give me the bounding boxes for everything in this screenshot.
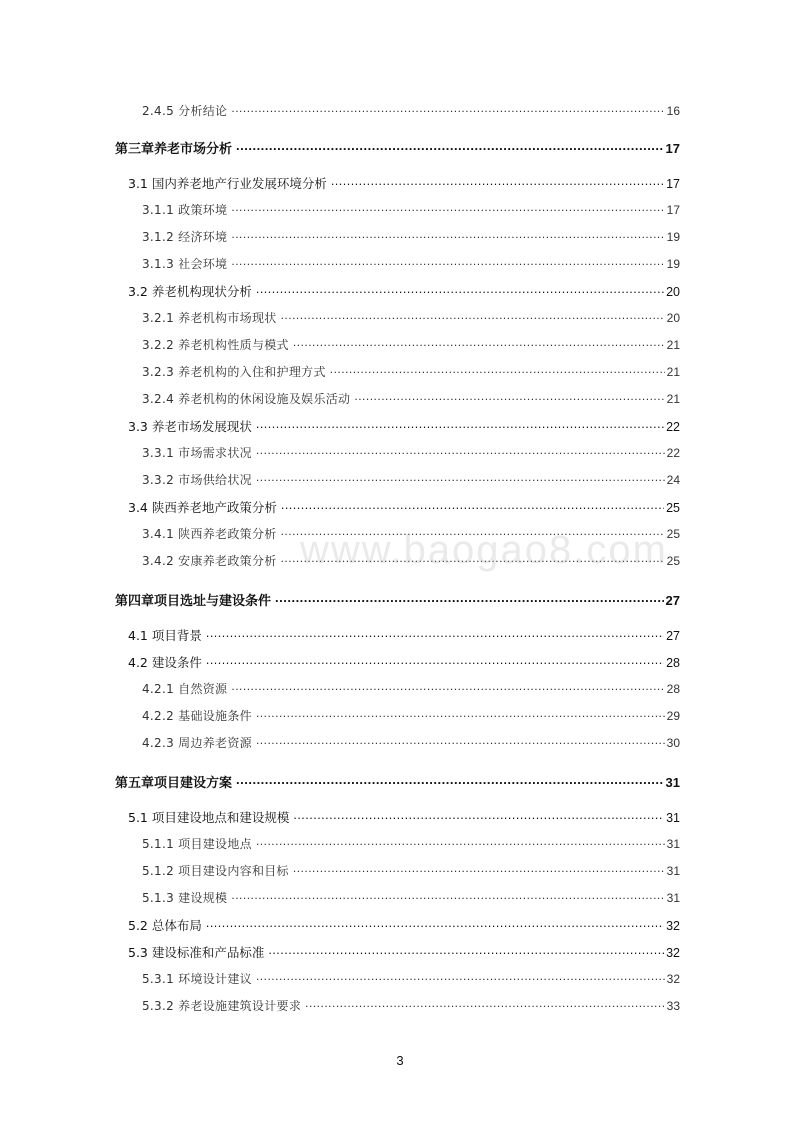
dot-leader: [256, 284, 664, 297]
toc-page-number: 19: [666, 257, 680, 271]
dot-leader: [256, 971, 665, 983]
toc-page-number: 27: [665, 593, 680, 608]
dot-leader: [293, 810, 664, 823]
dot-leader: [281, 500, 664, 513]
toc-page-number: 17: [666, 203, 680, 217]
toc-page-number: 25: [666, 501, 680, 515]
page-number: 3: [396, 1053, 404, 1068]
toc-label: 3.1.2 经济环境: [142, 230, 228, 244]
toc-page-number: 31: [666, 891, 680, 905]
toc-label: 第三章养老市场分析: [115, 142, 233, 157]
toc-label: 4.2 建设条件: [128, 655, 202, 670]
dot-leader: [330, 364, 665, 376]
toc-label: 3.2.2 养老机构性质与模式: [142, 338, 289, 352]
toc-entry-3-2-1[interactable]: [142, 309, 680, 326]
toc-label: 2.4.5 分析结论: [142, 104, 228, 118]
toc-section-3-4[interactable]: [128, 498, 680, 516]
toc-page-number: 28: [666, 656, 680, 670]
toc-entry-4-2-2[interactable]: [142, 707, 680, 724]
toc-entry-5-1-3[interactable]: [142, 889, 680, 906]
toc-page-number: 25: [666, 554, 680, 568]
toc-page-number: 28: [666, 682, 680, 696]
dot-leader: [268, 945, 664, 958]
dot-leader: [236, 774, 664, 787]
toc-page-number: 20: [666, 285, 680, 299]
dot-leader: [354, 391, 664, 403]
toc-label: 3.1.1 政策环境: [142, 203, 228, 217]
toc-label: 3.2.3 养老机构的入住和护理方式: [142, 365, 326, 379]
toc-entry-3-2-3[interactable]: [142, 363, 680, 380]
dot-leader: [231, 229, 664, 241]
toc-chapter-5[interactable]: [115, 772, 680, 791]
toc-label: 3.2.4 养老机构的休闲设施及娱乐活动: [142, 392, 351, 406]
toc-page-number: 31: [666, 864, 680, 878]
dot-leader: [231, 890, 664, 902]
toc-entry-3-2-2[interactable]: [142, 336, 680, 353]
toc-label: 3.4.2 安康养老政策分析: [142, 554, 277, 568]
toc-page-number: 24: [666, 473, 680, 487]
toc-entry-2-4-5[interactable]: [142, 102, 680, 119]
toc-label: 3.4 陕西养老地产政策分析: [128, 500, 277, 515]
toc-section-3-3[interactable]: [128, 417, 680, 435]
toc-page-number: 21: [666, 392, 680, 406]
toc-entry-3-1-1[interactable]: [142, 201, 680, 218]
toc-section-5-1[interactable]: [128, 808, 680, 826]
toc-label: 3.2.1 养老机构市场现状: [142, 311, 277, 325]
toc-section-5-2[interactable]: [128, 916, 680, 934]
toc-label: 5.3.1 环境设计建议: [142, 972, 252, 986]
toc-label: 第四章项目选址与建设条件: [115, 594, 272, 609]
toc-page-number: 32: [666, 972, 680, 986]
dot-leader: [293, 863, 665, 875]
toc-page-number: 16: [666, 104, 680, 118]
toc-page-number: 21: [666, 338, 680, 352]
dot-leader: [206, 655, 664, 668]
dot-leader: [256, 445, 665, 457]
toc-label: 3.1.3 社会环境: [142, 257, 228, 271]
toc-page-number: 17: [665, 141, 680, 156]
toc-section-5-3[interactable]: [128, 943, 680, 961]
toc-entry-4-2-1[interactable]: [142, 680, 680, 697]
toc-entry-5-3-1[interactable]: [142, 970, 680, 987]
dot-leader: [331, 176, 664, 189]
toc-entry-3-2-4[interactable]: [142, 390, 680, 407]
dot-leader: [231, 256, 664, 268]
toc-label: 3.1 国内养老地产行业发展环境分析: [128, 176, 327, 191]
toc-label: 3.3.1 市场需求状况: [142, 446, 252, 460]
toc-page-number: 30: [666, 736, 680, 750]
toc-page-number: 22: [666, 446, 680, 460]
toc-entry-3-3-2[interactable]: [142, 471, 680, 488]
toc-page-number: 19: [666, 230, 680, 244]
toc-chapter-3[interactable]: [115, 138, 680, 157]
toc-entry-3-1-2[interactable]: [142, 228, 680, 245]
toc-section-3-1[interactable]: [128, 174, 680, 192]
watermark: www.baogao8.com: [300, 528, 668, 572]
toc-label: 4.2.2 基础设施条件: [142, 709, 252, 723]
toc-chapter-4[interactable]: [115, 590, 680, 609]
toc-label: 5.2 总体布局: [128, 918, 202, 933]
dot-leader: [256, 836, 665, 848]
dot-leader: [256, 735, 665, 747]
toc-page-number: 33: [666, 999, 680, 1013]
toc-label: 4.2.3 周边养老资源: [142, 736, 252, 750]
dot-leader: [256, 708, 665, 720]
toc-page-number: 31: [666, 837, 680, 851]
toc-page-number: 17: [666, 177, 680, 191]
dot-leader: [206, 628, 664, 641]
toc-page-number: 25: [666, 527, 680, 541]
toc-page-number: 31: [666, 811, 680, 825]
toc-page-number: 20: [666, 311, 680, 325]
dot-leader: [275, 592, 664, 605]
toc-label: 5.3.2 养老设施建筑设计要求: [142, 999, 302, 1013]
toc-label: 4.2.1 自然资源: [142, 682, 228, 696]
toc-entry-3-3-1[interactable]: [142, 444, 680, 461]
toc-label: 5.1 项目建设地点和建设规模: [128, 810, 290, 825]
toc-label: 3.4.1 陕西养老政策分析: [142, 527, 277, 541]
toc-section-4-1[interactable]: [128, 626, 680, 644]
toc-page-number: 27: [666, 629, 680, 643]
dot-leader: [231, 681, 664, 693]
toc-section-3-2[interactable]: [128, 282, 680, 300]
dot-leader: [231, 202, 664, 214]
toc-entry-5-3-2[interactable]: [142, 997, 680, 1014]
dot-leader: [231, 103, 664, 115]
toc-label: 3.3 养老市场发展现状: [128, 419, 252, 434]
toc-entry-5-1-1[interactable]: [142, 835, 680, 852]
toc-label: 5.1.2 项目建设内容和目标: [142, 864, 289, 878]
toc-section-4-2[interactable]: [128, 653, 680, 671]
dot-leader: [293, 337, 665, 349]
toc-entry-5-1-2[interactable]: [142, 862, 680, 879]
dot-leader: [256, 472, 665, 484]
toc-page-number: 31: [665, 775, 680, 790]
toc-page-number: 32: [666, 919, 680, 933]
toc-label: 4.1 项目背景: [128, 628, 202, 643]
toc-label: 第五章项目建设方案: [115, 776, 233, 791]
dot-leader: [256, 419, 664, 432]
dot-leader: [281, 310, 665, 322]
toc-label: 5.1.3 建设规模: [142, 891, 228, 905]
toc-label: 5.1.1 项目建设地点: [142, 837, 252, 851]
toc-entry-4-2-3[interactable]: [142, 734, 680, 751]
toc-page-number: 21: [666, 365, 680, 379]
toc-label: 3.2 养老机构现状分析: [128, 284, 252, 299]
toc-label: 5.3 建设标准和产品标准: [128, 945, 265, 960]
toc-label: 3.3.2 市场供给状况: [142, 473, 252, 487]
toc-page-number: 29: [666, 709, 680, 723]
toc-page-number: 32: [666, 946, 680, 960]
dot-leader: [236, 140, 664, 153]
toc-page-number: 22: [666, 420, 680, 434]
dot-leader: [206, 918, 664, 931]
dot-leader: [305, 998, 664, 1010]
toc-entry-3-1-3[interactable]: [142, 255, 680, 272]
